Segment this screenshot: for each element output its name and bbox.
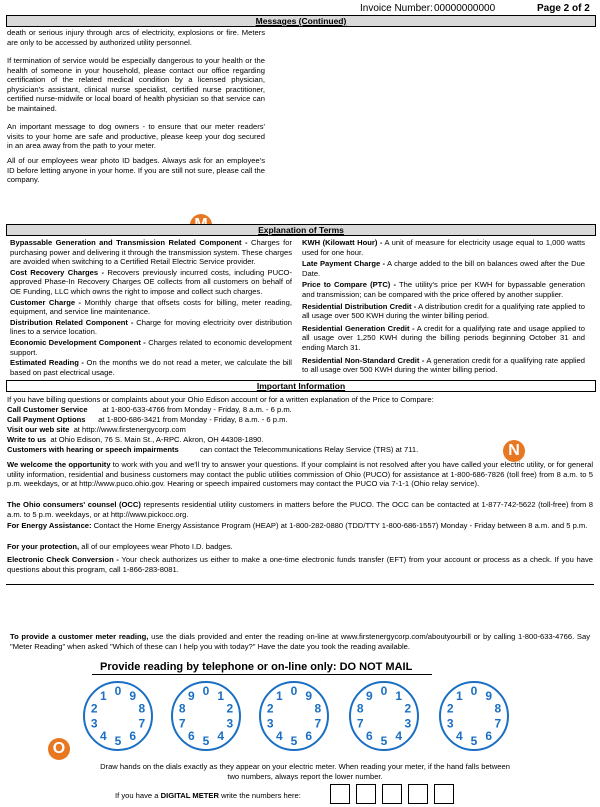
dials-title-rule bbox=[92, 674, 432, 675]
term-definition: A credit for a qualifying rate and usage applied to all usage over 1,250 KWH during the billing periods beginning October 31 and ending March 31. bbox=[302, 323, 585, 352]
badge-n: N bbox=[503, 440, 525, 462]
right-term-3 bbox=[302, 280, 585, 299]
dial-digit: 3 bbox=[90, 716, 98, 731]
dial-digit: 4 bbox=[455, 729, 463, 744]
info-welcome: We welcome the opportunity to work with you and we'll try to answer your questions. If your complaint is not resolved after you have called your electric utility, or for general utility information, residential and business customers may contact the public utilities commission of Ohio (PUCO) for assistance at 1-800-686-7826 (toll free) from 8 a.m. to 5 p.m. weekdays, or at http://www.puco.ohio.gov. Hearing or speech impaired customers may contact the PUCO via 7-1-1 (Ohio relay service). bbox=[7, 460, 594, 489]
dial-digit: 7 bbox=[178, 716, 186, 731]
left-term-2 bbox=[10, 268, 292, 297]
term-name: Estimated Reading - bbox=[10, 358, 84, 368]
dial-digit: 9 bbox=[187, 688, 195, 703]
dial-digit: 8 bbox=[138, 701, 146, 716]
dial-digit: 9 bbox=[365, 688, 373, 703]
dial-digit: 7 bbox=[138, 716, 146, 731]
dial-digit: 5 bbox=[380, 734, 388, 748]
dial-digit: 8 bbox=[494, 701, 502, 716]
dial-digit: 7 bbox=[494, 716, 502, 731]
dial-digit: 2 bbox=[266, 701, 274, 716]
term-name: Economic Development Component - bbox=[10, 337, 146, 347]
right-term-1 bbox=[302, 238, 585, 257]
dial-digit: 3 bbox=[226, 716, 234, 731]
messages-p3: An important message to dog owners - to ensure that our meter readers' visits to your home are safe and productive, please keep your dog secured in an area away from the path to your meter. bbox=[7, 122, 265, 151]
messages-p4: All of our employees wear photo ID badges. Always ask for an employee's ID before letting anyone in your home. If you are still not sure, please call the company. bbox=[7, 156, 265, 185]
dial-digit: 0 bbox=[470, 684, 478, 698]
dial-digit: 8 bbox=[356, 701, 364, 716]
term-definition: A charge added to the bill on balances owed after the Due Date. bbox=[302, 259, 586, 278]
meter-dial-3[interactable] bbox=[260, 682, 328, 750]
term-name: Late Payment Charge - bbox=[302, 259, 386, 269]
right-term-2 bbox=[302, 259, 585, 278]
info-electronic-check: Electronic Check Conversion - Your check authorizes us either to make a one-time electronic funds transfer (EFT) from your account or process as a check. If you have questions about this program, call 1-866-283-8081. bbox=[7, 555, 594, 574]
dial-instructions: Draw hands on the dials exactly as they appear on your electric meter. When reading your meter, if the hand falls between two numbers, always report the lower number. bbox=[100, 762, 510, 781]
dial-digit: 0 bbox=[380, 684, 388, 698]
left-term-3 bbox=[10, 298, 292, 317]
left-term-4 bbox=[10, 318, 292, 337]
term-name: Cost Recovery Charges - bbox=[10, 267, 104, 277]
info-hearing-impaired: Customers with hearing or speech impairments can contact the Telecommunications Relay Service (TRS) at 711. bbox=[7, 445, 419, 454]
dial-digit: 4 bbox=[395, 729, 403, 744]
dial-digit: 0 bbox=[114, 684, 122, 698]
meter-dial-4[interactable] bbox=[350, 682, 418, 750]
info-write-to-us: Write to us at Ohio Edison, 76 S. Main St., A-RPC. Akron, OH 44308-1890. bbox=[7, 435, 264, 444]
digital-meter-label: If you have a DIGITAL METER write the numbers here: bbox=[115, 791, 301, 800]
term-definition: A unit of measure for electricity usage equal to 1,000 watts used for one hour. bbox=[302, 238, 585, 257]
info-website: Visit our web site at http://www.firstenergycorp.com bbox=[7, 425, 186, 434]
messages-title-bar: Messages (Continued) bbox=[6, 15, 596, 27]
term-name: Residential Distribution Credit - bbox=[302, 301, 417, 311]
left-term-6 bbox=[10, 358, 292, 377]
meter-dial-1[interactable] bbox=[84, 682, 152, 750]
dial-digit: 0 bbox=[202, 684, 210, 698]
dial-digit: 1 bbox=[455, 688, 463, 703]
term-definition: Monthly charge that offsets costs for billing, meter reading, equipment, and service line maintenance. bbox=[10, 297, 292, 317]
terms-title-bar: Explanation of Terms bbox=[6, 224, 596, 236]
right-term-4 bbox=[302, 302, 585, 321]
dial-digit: 4 bbox=[275, 729, 283, 744]
dial-digit: 2 bbox=[90, 701, 98, 716]
term-definition: Charges related to economic development support. bbox=[10, 337, 292, 357]
term-name: Distribution Related Component - bbox=[10, 317, 134, 327]
dial-digit: 7 bbox=[356, 716, 364, 731]
invoice-number: 00000000000 bbox=[434, 3, 496, 14]
page-number: Page 2 of 2 bbox=[537, 3, 590, 14]
dial-digit: 5 bbox=[470, 734, 478, 748]
dial-digit: 9 bbox=[305, 688, 313, 703]
term-name: Customer Charge - bbox=[10, 297, 82, 307]
dials-title: Provide reading by telephone or on-line only: DO NOT MAIL bbox=[100, 661, 413, 673]
digital-digit-box-2[interactable] bbox=[356, 784, 376, 804]
left-term-1 bbox=[10, 238, 292, 267]
dial-digit: 3 bbox=[446, 716, 454, 731]
info-title-bar: Important Information bbox=[6, 380, 596, 392]
digital-digit-box-1[interactable] bbox=[330, 784, 350, 804]
term-definition: A distribution credit for a qualifying rate applied to all usage over 500 KWH during the winter billing period. bbox=[302, 301, 585, 321]
dial-digit: 6 bbox=[485, 729, 493, 744]
dial-digit: 1 bbox=[99, 688, 107, 703]
dial-digit: 8 bbox=[314, 701, 322, 716]
dial-digit: 4 bbox=[217, 729, 225, 744]
info-occ: The Ohio consumers' counsel (OCC) represents residential utility customers in matters before the PUCO. The OCC can be contacted at 1-877-742-5622 (toll-free) from 8 a.m. to 5 p.m. weekdays, or at http://www.pickocc.org. bbox=[7, 500, 594, 519]
dial-digit: 6 bbox=[129, 729, 137, 744]
dial-digit: 1 bbox=[275, 688, 283, 703]
info-energy-assistance: For Energy Assistance: Contact the Home Energy Assistance Program (HEAP) at 1-800-282-0880 (TDD/TTY 1-800-686-1557) Monday - Friday between 8 a.m. and 5 p.m. bbox=[7, 521, 588, 530]
dial-digit: 9 bbox=[129, 688, 137, 703]
terms-right-column bbox=[302, 238, 585, 377]
badge-o: O bbox=[48, 738, 70, 760]
term-name: Price to Compare (PTC) - bbox=[302, 280, 397, 290]
term-name: KWH (Kilowatt Hour) - bbox=[302, 238, 383, 247]
dial-digit: 5 bbox=[114, 734, 122, 748]
term-definition: A generation credit for a qualifying rate applied to all usage over 500 KWH during the winter billing period. bbox=[302, 355, 586, 375]
dial-digit: 3 bbox=[266, 716, 274, 731]
dial-digit: 2 bbox=[226, 701, 234, 716]
meter-dials[interactable] bbox=[70, 676, 530, 756]
messages-p2: If termination of service would be especially dangerous to your health or the health of someone in your household, please contact our office regarding certification of the related medical condition by a licensed physician, physician's assistant, clinical nurse specialist, certified nurse practitioner, certified nurse-midwife or local board of health physician so that service can be maintained. bbox=[7, 56, 265, 113]
term-definition: Charge for moving electricity over distribution lines to a service location. bbox=[10, 317, 292, 337]
dial-digit: 0 bbox=[290, 684, 298, 698]
dial-digit: 3 bbox=[404, 716, 412, 731]
digital-digit-box-4[interactable] bbox=[408, 784, 428, 804]
info-intro: If you have billing questions or complaints about your Ohio Edison account or for a written explanation of the Price to Compare: bbox=[7, 395, 434, 404]
info-call-customer-service: Call Customer Service at 1-800-633-4766 from Monday - Friday, 8 a.m. - 6 p.m. bbox=[7, 405, 292, 414]
term-definition: Recovers previously incurred costs, including PUCO-approved Phase-In Recovery Charges OE collects from all customers on behalf of OE Funding, LLC which owns the right to impose and collect such charges. bbox=[10, 267, 292, 296]
dial-digit: 9 bbox=[485, 688, 493, 703]
right-term-6 bbox=[302, 356, 585, 375]
term-name: Residential Generation Credit - bbox=[302, 323, 415, 333]
dial-digit: 7 bbox=[314, 716, 322, 731]
dial-digit: 1 bbox=[395, 688, 403, 703]
meter-dial-5[interactable] bbox=[440, 682, 508, 750]
meter-intro: To provide a customer meter reading, use the dials provided and enter the reading on-line at www.firstenergycorp.com/aboutyourbill or by calling 1-800-633-4766. Say "Meter Reading" when asked "Which of these can I help you with today?" Have the date you took the reading available. bbox=[10, 632, 590, 651]
digital-digit-box-3[interactable] bbox=[382, 784, 402, 804]
invoice-label: Invoice Number: bbox=[360, 3, 433, 14]
dial-digit: 6 bbox=[365, 729, 373, 744]
dial-digit: 5 bbox=[290, 734, 298, 748]
meter-dial-2[interactable] bbox=[172, 682, 240, 750]
dial-digit: 2 bbox=[404, 701, 412, 716]
terms-left-column bbox=[10, 238, 292, 378]
term-name: Residential Non-Standard Credit - bbox=[302, 355, 425, 365]
term-definition: On the months we do not read a meter, we calculate the bill based on past electrical usage. bbox=[10, 358, 292, 377]
left-term-5 bbox=[10, 338, 292, 357]
dial-digit: 6 bbox=[187, 729, 195, 744]
right-term-5 bbox=[302, 324, 585, 353]
dial-digit: 4 bbox=[99, 729, 107, 744]
dial-digit: 8 bbox=[178, 701, 186, 716]
messages-p1: death or serious injury through arcs of electricity, explosions or fire. Meters are only to be accessed by authorized utility personnel. bbox=[7, 28, 265, 47]
info-protection: For your protection, all of our employees wear Photo I.D. badges. bbox=[7, 542, 233, 551]
info-bottom-rule bbox=[6, 584, 594, 585]
term-definition: The utility's price per KWH for bypassable generation and transmission; can be compared with the price offered by another supplier. bbox=[302, 280, 585, 299]
dial-digit: 5 bbox=[202, 734, 210, 748]
dial-digit: 6 bbox=[305, 729, 313, 744]
info-call-payment-options: Call Payment Options at 1-800-686-3421 from Monday - Friday, 8 a.m. - 6 p.m. bbox=[7, 415, 288, 424]
digital-digit-box-5[interactable] bbox=[434, 784, 454, 804]
term-definition: Charges for purchasing power and delivering it through the transmission system. These charges are avoided when switching to a Certified Retail Electric Service provider. bbox=[10, 238, 292, 267]
term-name: Bypassable Generation and Transmission Related Component - bbox=[10, 238, 248, 247]
dial-digit: 1 bbox=[217, 688, 225, 703]
dial-digit: 2 bbox=[446, 701, 454, 716]
